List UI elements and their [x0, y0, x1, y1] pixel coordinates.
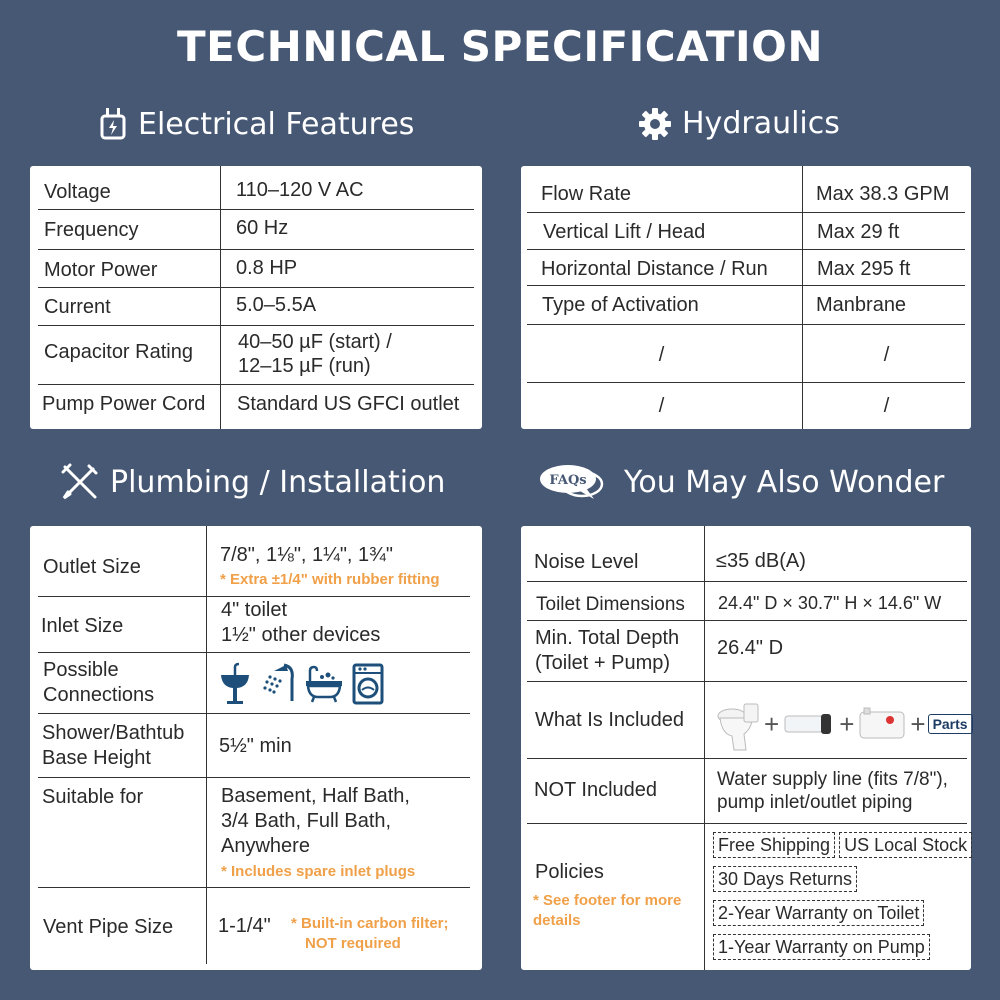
- footnote: * Includes spare inlet plugs: [221, 863, 416, 880]
- table-row-value: /: [883, 395, 890, 417]
- value-line: pump inlet/outlet piping: [717, 792, 913, 813]
- plumbing-heading-label: Plumbing / Installation: [110, 464, 446, 500]
- wonder-card: [521, 526, 971, 970]
- footnote: * Extra ±1/4" with rubber fitting: [220, 571, 440, 588]
- table-row-label: [43, 658, 154, 708]
- table-row-label: Noise Level: [534, 551, 639, 573]
- value-line: Anywhere: [221, 835, 310, 857]
- table-row-value: 60 Hz: [236, 217, 289, 239]
- table-row-label: [535, 626, 679, 676]
- toilet-icon: [714, 694, 762, 754]
- table-row-value: [221, 784, 410, 859]
- plumbing-card: [30, 526, 482, 970]
- plumbing-heading: [60, 462, 445, 502]
- value-line: 40–50 µF (start) /: [238, 331, 392, 353]
- table-row-label: Capacitor Rating: [44, 341, 193, 363]
- policy-tags: [713, 832, 969, 960]
- hydraulics-heading-label: Hydraulics: [682, 106, 840, 141]
- table-row-value: Standard US GFCI outlet: [237, 393, 460, 415]
- table-row-value: 26.4" D: [717, 637, 784, 659]
- label-line: Min. Total Depth: [535, 627, 680, 649]
- sink-icon: [218, 661, 252, 705]
- policy-tag: 30 Days Returns: [713, 866, 857, 892]
- label-line: Base Height: [42, 747, 151, 769]
- footnote: [291, 914, 449, 954]
- connection-icons: [218, 661, 384, 705]
- policy-tag: 2-Year Warranty on Toilet: [713, 900, 924, 926]
- note-line: details: [533, 912, 581, 929]
- table-row-label: Flow Rate: [541, 183, 632, 205]
- table-row-label: /: [658, 344, 665, 366]
- wonder-heading: [538, 462, 944, 502]
- note-line: * See footer for more: [533, 892, 682, 909]
- table-row-label: /: [658, 395, 665, 417]
- gear-icon: [638, 107, 672, 141]
- washing-machine-icon: [352, 661, 384, 705]
- table-row-label: Horizontal Distance / Run: [541, 258, 768, 280]
- table-row-value: 24.4" D × 30.7" H × 14.6" W: [718, 593, 942, 614]
- table-row-label: [42, 721, 184, 771]
- shower-icon: [260, 661, 296, 705]
- table-row-label: Policies: [535, 861, 604, 883]
- tools-icon: [60, 462, 100, 502]
- table-row-value: 7/8", 1⅛", 1¼", 1¾": [220, 544, 393, 566]
- policy-tag: 1-Year Warranty on Pump: [713, 934, 930, 960]
- faqs-icon-text: FAQs: [549, 473, 587, 488]
- parts-badge: Parts: [928, 714, 973, 734]
- table-row-value: /: [883, 344, 890, 366]
- electrical-heading: [98, 106, 414, 142]
- table-row-value: 5½" min: [219, 735, 292, 757]
- table-row-label: Vent Pipe Size: [43, 916, 174, 938]
- plug-icon: [98, 106, 128, 142]
- table-row-value: [221, 598, 380, 648]
- value-line: Basement, Half Bath,: [221, 785, 410, 807]
- table-row-label: Outlet Size: [43, 556, 141, 578]
- value-line: 3/4 Bath, Full Bath,: [221, 810, 392, 832]
- label-line: (Toilet + Pump): [535, 652, 671, 674]
- table-row-label: Voltage: [44, 181, 111, 203]
- table-row-value: 0.8 HP: [236, 257, 298, 279]
- plus-sign: +: [910, 708, 926, 739]
- pipe-icon: [781, 704, 837, 744]
- note-line: * Built-in carbon filter;: [291, 915, 449, 932]
- bathtub-icon: [304, 661, 344, 705]
- included-items: [714, 694, 973, 754]
- value-line: 1½" other devices: [221, 624, 381, 646]
- table-row-value: ≤35 dB(A): [716, 550, 806, 572]
- table-row-label: Inlet Size: [41, 615, 124, 637]
- table-row-label: NOT Included: [534, 779, 658, 801]
- table-row-label: Toilet Dimensions: [536, 593, 685, 615]
- table-row-value: Max 38.3 GPM: [816, 183, 950, 205]
- plus-sign: +: [839, 708, 855, 739]
- table-row-label: Vertical Lift / Head: [543, 221, 706, 243]
- table-row-value: [238, 330, 392, 378]
- table-row-value: [717, 768, 948, 814]
- value-line: Water supply line (fits 7/8"),: [717, 769, 948, 790]
- label-line: Shower/Bathtub: [42, 722, 185, 744]
- value-line: 4" toilet: [221, 599, 288, 621]
- note-line: NOT required: [305, 935, 401, 952]
- electrical-heading-label: Electrical Features: [138, 106, 415, 142]
- table-row-value: Max 29 ft: [817, 221, 900, 243]
- table-row-value: Max 295 ft: [817, 258, 911, 280]
- table-row-label: What Is Included: [535, 709, 684, 731]
- table-row-value: 1-1/4": [218, 915, 271, 937]
- faqs-icon: [538, 462, 606, 502]
- policy-tag: US Local Stock: [839, 832, 972, 858]
- pump-icon: [856, 702, 908, 746]
- hydraulics-heading: [638, 106, 840, 141]
- value-line: 12–15 µF (run): [238, 355, 371, 377]
- label-line: Connections: [43, 684, 155, 706]
- table-row-label: Current: [44, 296, 111, 318]
- page-title: TECHNICAL SPECIFICATION: [177, 22, 823, 71]
- footnote: [533, 891, 681, 931]
- table-row-label: Frequency: [44, 219, 139, 241]
- plus-sign: +: [764, 708, 780, 739]
- wonder-heading-label: You May Also Wonder: [624, 464, 945, 500]
- table-row-value: 110–120 V AC: [236, 179, 364, 201]
- table-row-value: Manbrane: [816, 294, 907, 316]
- label-line: Possible: [43, 659, 119, 681]
- table-row-label: Suitable for: [42, 786, 144, 808]
- table-row-label: Pump Power Cord: [42, 393, 206, 415]
- table-row-label: Type of Activation: [542, 294, 699, 316]
- hydraulics-card: [521, 166, 971, 429]
- table-row-label: Motor Power: [44, 259, 158, 281]
- electrical-card: [30, 166, 482, 429]
- policy-tag: Free Shipping: [713, 832, 835, 858]
- table-row-value: 5.0–5.5A: [236, 294, 317, 316]
